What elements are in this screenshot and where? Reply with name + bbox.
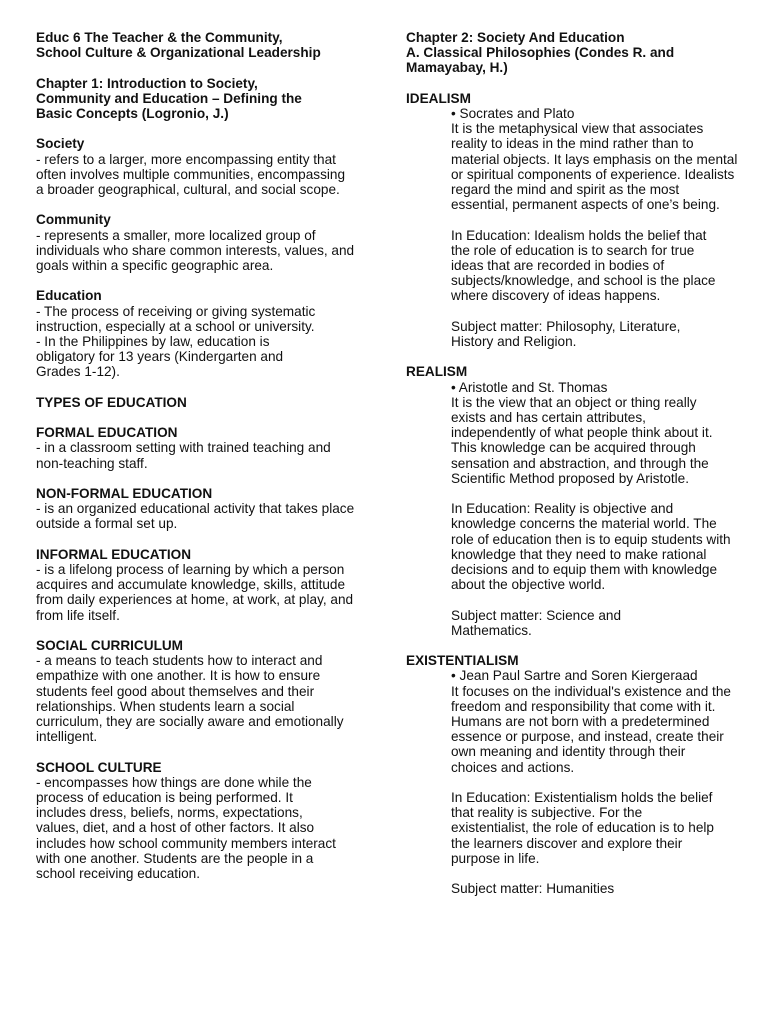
school-culture-heading: SCHOOL CULTURE [36,759,162,775]
school-culture-text: - encompasses how things are done while the process of education is being performed. It includes dress, beliefs, norms, expectations, values, diet, and a host of other factors. It also includes how school community members interact with one another. Students are the people in a school receiving education. [36,774,336,882]
social-curriculum-text: - a means to teach students how to interact and empathize with one another. It is how to ensure students feel good about themselves and their relationships. When students learn a social curriculum, they are socially aware and emotionally intelligent. [36,653,344,745]
informal-education-heading: INFORMAL EDUCATION [36,546,192,562]
non-formal-education-heading: NON-FORMAL EDUCATION [36,485,213,501]
realism-bullet: • Aristotle and St. Thomas [451,379,608,395]
idealism-section [406,106,740,349]
existentialism-bullet: • Jean Paul Sartre and Soren Kiergeraad [451,668,698,684]
idealism-bullet: • Socrates and Plato [451,106,575,121]
chapter-1-heading: Chapter 1: Introduction to Society, Community and Education – Defining the Basic Concepts (Logronio, J.) [36,75,302,121]
informal-education-text: - is a lifelong process of learning by which a person acquires and accumulate knowledge, skills, attitude from daily experiences at home, at work, at play, and from life itself. [36,561,354,623]
existentialism-section [406,668,740,896]
existentialism-heading: EXISTENTIALISM [406,653,519,669]
realism-education-text: In Education: Reality is objective and knowledge concerns the material world. The role of education then is to equip students with knowledge that they need to make rational decisions and to equip them with knowledge about the objective world. [451,501,731,593]
idealism-heading: IDEALISM [406,90,471,106]
chapter-2-heading: Chapter 2: Society And Education A. Classical Philosophies (Condes R. and Mamayabay, H.) [406,30,675,76]
course-title: Educ 6 The Teacher & the Community, School Culture & Organizational Leadership [36,30,321,61]
realism-text: It is the view that an object or thing really exists and has certain attributes, independently of what people think about it. This knowledge can be acquired through sensation and abstraction, and through the Scientific Method proposed by Aristotle. [451,394,713,486]
society-heading: Society [36,136,85,152]
society-text: - refers to a larger, more encompassing entity that often involves multiple communities, encompassing a broader geographical, cultural, and social scope. [36,151,346,197]
realism-section [406,380,740,638]
existentialism-subject-matter: Subject matter: Humanities [451,881,615,897]
education-text-2: - In the Philippines by law, education is obligatory for 13 years (Kindergarten and Grades 1-12). [36,334,284,380]
education-heading: Education [36,288,102,304]
idealism-education-text: In Education: Idealism holds the belief that the role of education is to search for true ideas that are recorded in bodies of subjects/knowledge, and school is the place where discovery of ideas happens. [451,227,716,304]
types-of-education-heading: TYPES OF EDUCATION [36,394,187,410]
social-curriculum-heading: SOCIAL CURRICULUM [36,637,184,653]
left-column [36,30,372,881]
realism-heading: REALISM [406,364,468,380]
community-text: - represents a smaller, more localized group of individuals who share common interests, values, and goals within a specific geographic area. [36,227,355,273]
non-formal-education-text: - is an organized educational activity that takes place outside a formal set up. [36,501,355,532]
formal-education-heading: FORMAL EDUCATION [36,425,178,441]
formal-education-text: - in a classroom setting with trained teaching and non-teaching staff. [36,440,331,471]
realism-subject-matter: Subject matter: Science and Mathematics. [451,607,622,638]
community-heading: Community [36,212,111,228]
existentialism-education-text: In Education: Existentialism holds the belief that reality is subjective. For the existentialist, the role of education is to help the learners discover and explore their purpose in life. [451,790,714,866]
idealism-text: It is the metaphysical view that associates reality to ideas in the mind rather than to material objects. It lays emphasis on the mental or spiritual components of experience. Idealists regard the mind and spirit as the most essential, permanent aspects of one’s being. [451,121,738,213]
existentialism-text: It focuses on the individual's existence and the freedom and responsibility that come with it. Humans are not born with a predetermined essence or purpose, and instead, create their own meaning and identity through their choices and actions. [451,683,731,775]
idealism-subject-matter: Subject matter: Philosophy, Literature, History and Religion. [451,318,681,350]
education-text-1: - The process of receiving or giving systematic instruction, especially at a school or university. [36,303,316,334]
right-column [406,30,740,896]
